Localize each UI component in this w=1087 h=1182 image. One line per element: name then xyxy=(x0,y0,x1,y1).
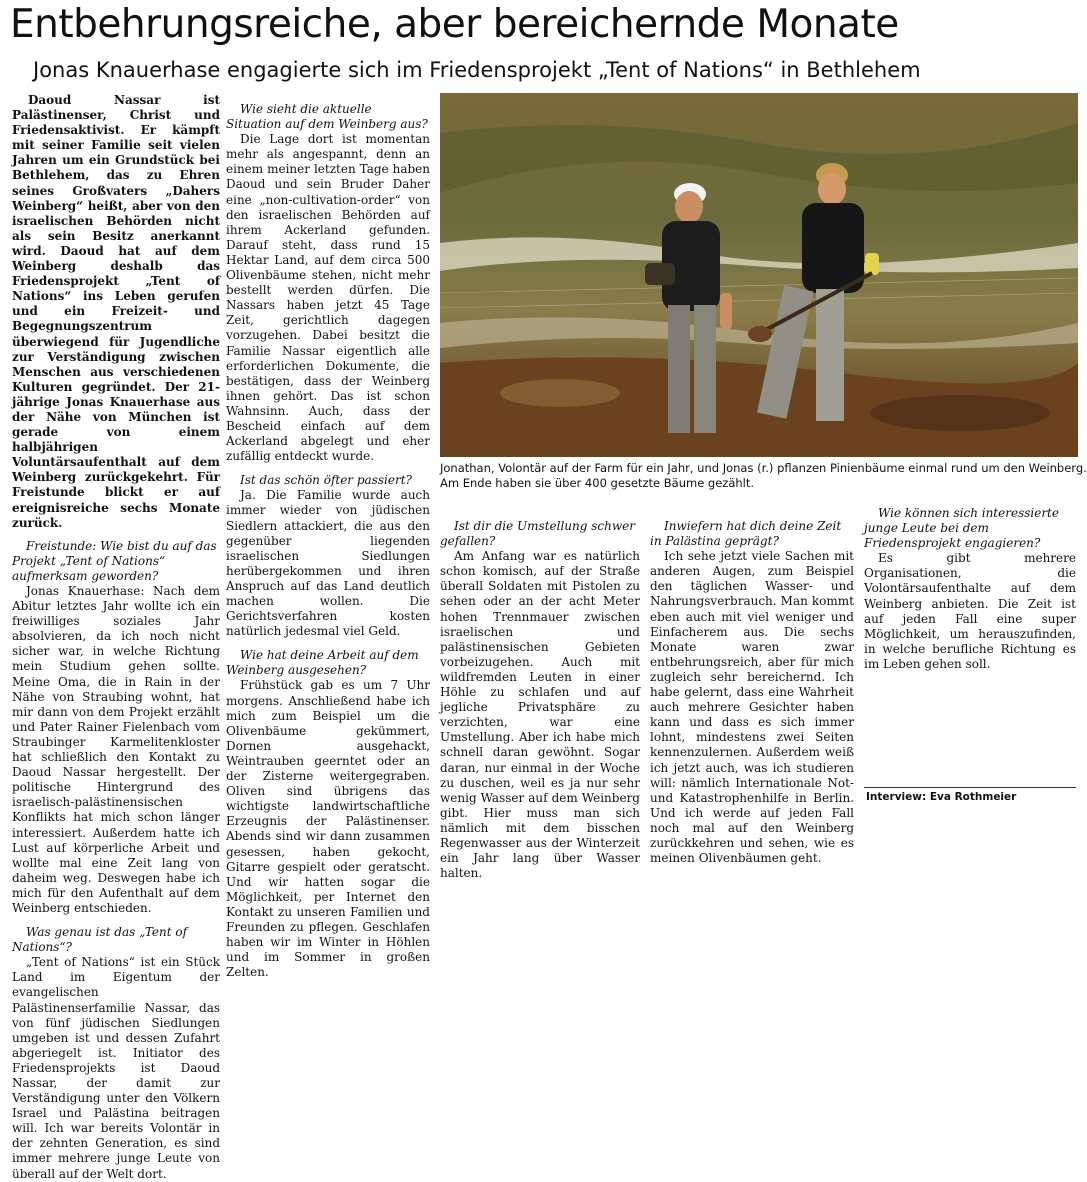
subheadline: Jonas Knauerhase engagierte sich im Friedensprojekt „Tent of Nations“ in Bethlehem xyxy=(33,58,921,82)
answer-4: Ja. Die Familie wurde auch immer wieder von jüdischen Siedlern attackiert, die aus den gegenüber liegenden israelischen Siedlungen herübergekommen und ihren Anspruch auf das Land deutlich machen wollen. Die Gerichtsverfahren kosten natürlich jedesmal viel Geld. xyxy=(226,488,430,639)
answer-3: Die Lage dort ist momentan mehr als angespannt, denn an einem meiner letzten Tage haben Daoud und sein Bruder Daher eine „non-cultivation-order“ von den israelischen Behörden auf ihrem Ackerland gefunden. Darauf steht, dass rund 15 Hektar Land, auf dem circa 500 Olivenbäume stehen, nicht mehr bestellt werden dürfen. Die Nassars haben jetzt 45 Tage Zeit, gerichtlich dagegen vorzugehen. Dabei besitzt die Familie Nassar eigentlich alle erforderlichen Dokumente, die bestätigen, dass der Weinberg ihnen gehört. Das ist schon Wahnsinn. Auch, dass der Bescheid einfach auf dem Ackerland abgelegt und eher zufällig entdeckt wurde. xyxy=(226,132,430,464)
credit-rule xyxy=(864,787,1076,788)
question-2: Was genau ist das „Tent of Nations“? xyxy=(12,925,188,955)
question-6: Ist dir die Umstellung schwer gefallen? xyxy=(440,519,635,549)
answer-5: Frühstück gab es um 7 Uhr morgens. Anschließend habe ich mich zum Beispiel um die Olivenbäume gekümmert, Dornen ausgehackt, Weintrauben geerntet oder an der Zisterne weitergegraben. Oliven sind übrigens das wichtigste landwirtschaftliche Erzeugnis der Palästinenser. Abends sind wir dann zusammen gesessen, haben gekocht, Gitarre gespielt oder geratscht. Und wir hatten sogar die Möglichkeit, per Internet den Kontakt zu unseren Familien und Freunden zu pflegen. Geschlafen haben wir im Winter in Höhlen und im Sommer in großen Zelten. xyxy=(226,678,430,980)
answer-2: „Tent of Nations“ ist ein Stück Land im Eigentum der evangelischen Palästinenserfamilie Nassar, das von fünf jüdischen Siedlungen umgeben ist und dessen Zufahrt abgeriegelt ist. Initiator des Friedensprojekts ist Daoud Nassar, der damit zur Verständigung unter den Völkern Israel und Palästina beitragen will. Ich war bereits Volontär in der zehnten Generation, es sind immer mehrere junge Leute von überall auf der Welt dort. xyxy=(12,955,220,1181)
photo-volunteers-planting-trees xyxy=(440,93,1078,457)
interview-credit: Interview: Eva Rothmeier xyxy=(866,791,1017,803)
article-column-2 xyxy=(226,93,430,980)
article-column-1 xyxy=(12,93,220,1181)
article-column-3 xyxy=(440,510,640,881)
question-5: Wie hat deine Arbeit auf dem Weinberg ausgesehen? xyxy=(226,648,419,678)
answer-6: Am Anfang war es natürlich schon komisch, auf der Straße überall Soldaten mit Pistolen zu sehen oder an der acht Meter hohen Trennmauer zwischen israelischen und palästinensischen Gebieten vorbeizugehen. Auch mit wildfremden Leuten in einer Höhle zu schlafen und auf jegliche Privatsphäre zu verzichten, war eine Umstellung. Aber ich habe mich schnell daran gewöhnt. Sogar daran, nur einmal in der Woche zu duschen, weil es ja nur sehr wenig Wasser auf dem Weinberg gibt. Hier muss man sich nämlich mit dem bisschen Regenwasser aus der Winterzeit ein Jahr lang über Wasser halten. xyxy=(440,549,640,881)
question-4: Ist das schön öfter passiert? xyxy=(240,473,412,488)
article-column-5 xyxy=(864,497,1076,787)
answer-7: Ich sehe jetzt viele Sachen mit anderen Augen, zum Beispiel den täglichen Wasser- und Nahrungsverbrauch. Man kommt eben auch mit viel weniger und Einfacherem aus. Die sechs Monate waren zwar entbehrungsreich, aber für mich zugleich sehr bereichernd. Ich habe gelernt, dass eine Wahrheit auch mehrere Gesichter haben kann und dass es sich immer lohnt, mindestens zwei Seiten kennenzulernen. Außerdem weiß ich jetzt auch, was ich studieren will: nämlich Internationale Not- und Katastrophenhilfe in Berlin. Und ich werde auf jeden Fall noch mal auf den Weinberg zurückkehren und sehen, wie es meinen Olivenbäumen geht. xyxy=(650,549,854,866)
question-7: Inwiefern hat dich deine Zeit in Palästina geprägt? xyxy=(650,519,842,549)
headline: Entbehrungsreiche, aber bereichernde Monate xyxy=(10,2,899,47)
caption-line-1: Jonathan, Volontär auf der Farm für ein Jahr, und Jonas (r.) pflanzen Pinienbäume einmal rund um den Weinberg. xyxy=(440,461,1087,475)
article-column-4 xyxy=(650,510,854,866)
question-8: Wie können sich interessierte junge Leute bei dem Friedensprojekt engagieren? xyxy=(864,506,1059,551)
question-1: Freistunde: Wie bist du auf das Projekt „Tent of Nations“ aufmerksam geworden? xyxy=(12,538,217,583)
photo-caption xyxy=(440,461,1087,491)
answer-1: Jonas Knauerhase: Nach dem Abitur letztes Jahr wollte ich ein freiwilliges soziales Jahr absolvieren, da ich noch nicht sicher war, in welche Richtung mein Studium gehen sollte. Meine Oma, die in Rain in der Nähe von Straubing wohnt, hat mir dann von dem Projekt erzählt und Pater Rainer Fielenbach vom Straubinger Karmelitenkloster hat schließlich den Kontakt zu Daoud Nassar hergestellt. Der politische Hintergrund des israelisch-palästinensischen Konflikts hat mich schon länger interessiert. Außerdem hatte ich Lust auf körperliche Arbeit und wollte mal eine Zeit lang von daheim weg. Deswegen habe ich mich für den Aufenthalt auf dem Weinberg entschieden. xyxy=(12,584,220,915)
question-3: Wie sieht die aktuelle Situation auf dem Weinberg aus? xyxy=(226,102,428,132)
answer-8: Es gibt mehrere Organisationen, die Volontärsaufenthalte auf dem Weinberg anbieten. Die Zeit ist auf jeden Fall eine super Möglichkeit, um herauszufinden, in welche berufliche Richtung es im Leben gehen soll. xyxy=(864,551,1076,671)
caption-line-2: Am Ende haben sie über 400 gesetzte Bäume gezählt. xyxy=(440,476,755,490)
article-photo xyxy=(440,93,1078,457)
article-lead: Daoud Nassar ist Palästinenser, Christ und Friedensaktivist. Er kämpft mit seiner Familie seit vielen Jahren um ein Grundstück bei Bethlehem, das zu Ehren seines Großvaters „Dahers Weinberg“ heißt, aber von den israelischen Behörden nicht als sein Besitz anerkannt wird. Daoud hat auf dem Weinberg deshalb das Friedensprojekt „Tent of Nations“ ins Leben gerufen und ein Freizeit- und Begegnungszentrum überwiegend für Jugendliche zur Verständigung zwischen Menschen aus verschiedenen Kulturen gegründet. Der 21-jährige Jonas Knauerhase aus der Nähe von München ist gerade von einem halbjährigen Voluntärsaufenthalt auf dem Weinberg zurückgekehrt. Für Freistunde blickt er auf ereignisreiche sechs Monate zurück. xyxy=(12,93,220,530)
